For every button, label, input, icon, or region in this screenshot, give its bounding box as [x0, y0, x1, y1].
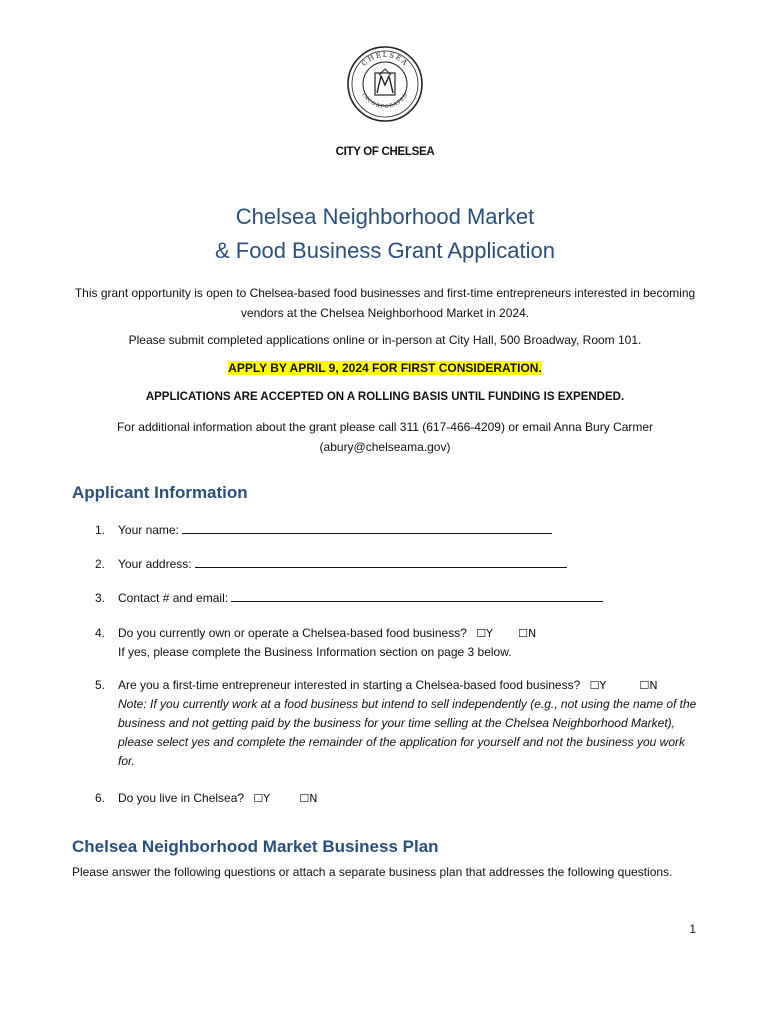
checkbox-no[interactable]: ☐N — [299, 792, 318, 805]
question-number: 6. — [95, 791, 106, 805]
question-6 — [95, 789, 705, 808]
checkbox-no[interactable]: ☐N — [518, 627, 537, 640]
question-4 — [95, 624, 705, 662]
question-label: Do you live in Chelsea? — [118, 791, 245, 805]
submission-instructions: Please submit completed applications online or in-person at City Hall, 500 Broadway, Room 101. — [128, 333, 642, 347]
rolling-basis-notice: APPLICATIONS ARE ACCEPTED ON A ROLLING BASIS UNTIL FUNDING IS EXPENDED. — [145, 391, 625, 403]
question-2 — [95, 555, 705, 574]
question-3 — [95, 589, 705, 608]
question-number: 2. — [95, 557, 106, 571]
section-heading-business-plan: Chelsea Neighborhood Market Business Plan — [72, 837, 439, 856]
page-title — [0, 200, 770, 268]
city-seal-icon — [346, 45, 424, 123]
question-5 — [95, 676, 705, 771]
title-line-2: & Food Business Grant Application — [215, 238, 555, 263]
question-label: Are you a first-time entrepreneur interested in starting a Chelsea-based food business? — [118, 678, 581, 692]
question-number: 1. — [95, 523, 106, 537]
question-note: Note: If you currently work at a food business but intend to sell independently (e.g., not using the name of the business and not getting paid by the business for your time selling at the Chelsea Neighborhood Market), please select yes and complete the remainder of the application for yourself and not the business you work for. — [118, 697, 697, 768]
question-label: Your address: — [118, 557, 195, 571]
checkbox-yes[interactable]: ☐Y — [589, 679, 607, 692]
city-name: CITY OF CHELSEA — [335, 146, 435, 158]
contact-info: For additional information about the grant please call 311 (617-466-4209) or email Anna Bury Carmer (abury@chelseama.gov) — [116, 420, 654, 454]
question-number: 4. — [95, 626, 106, 640]
page-number: 1 — [689, 922, 696, 936]
seal-text-top: CHELSEA — [360, 50, 410, 68]
question-number: 5. — [95, 678, 106, 692]
deadline-notice — [60, 358, 710, 378]
question-1 — [95, 521, 705, 540]
checkbox-yes[interactable]: ☐Y — [476, 627, 493, 640]
section-heading-applicant: Applicant Information — [72, 483, 248, 502]
address-field[interactable] — [195, 555, 567, 568]
question-number: 3. — [95, 591, 106, 605]
question-followup: If yes, please complete the Business Information section on page 3 below. — [118, 645, 512, 659]
question-label: Your name: — [118, 523, 183, 537]
business-plan-instructions: Please answer the following questions or attach a separate business plan that addresses the following questions. — [72, 865, 673, 879]
seal-text-bottom: INCORPORATED — [360, 92, 410, 110]
checkbox-yes[interactable]: ☐Y — [253, 792, 271, 805]
title-line-1: Chelsea Neighborhood Market — [235, 204, 535, 229]
question-label: Do you currently own or operate a Chelsea-based food business? — [118, 626, 467, 640]
checkbox-no[interactable]: ☐N — [639, 679, 658, 692]
question-label: Contact # and email: — [118, 591, 232, 605]
deadline-highlight: APPLY BY APRIL 9, 2024 FOR FIRST CONSIDERATION. — [228, 361, 542, 375]
name-field[interactable] — [182, 521, 552, 534]
intro-paragraph: This grant opportunity is open to Chelsea-based food businesses and first-time entrepreneurs interested in becoming vendors at the Chelsea Neighborhood Market in 2024. — [74, 286, 696, 320]
svg-text:CHELSEA — [360, 51, 410, 68]
contact-field[interactable] — [231, 589, 603, 602]
